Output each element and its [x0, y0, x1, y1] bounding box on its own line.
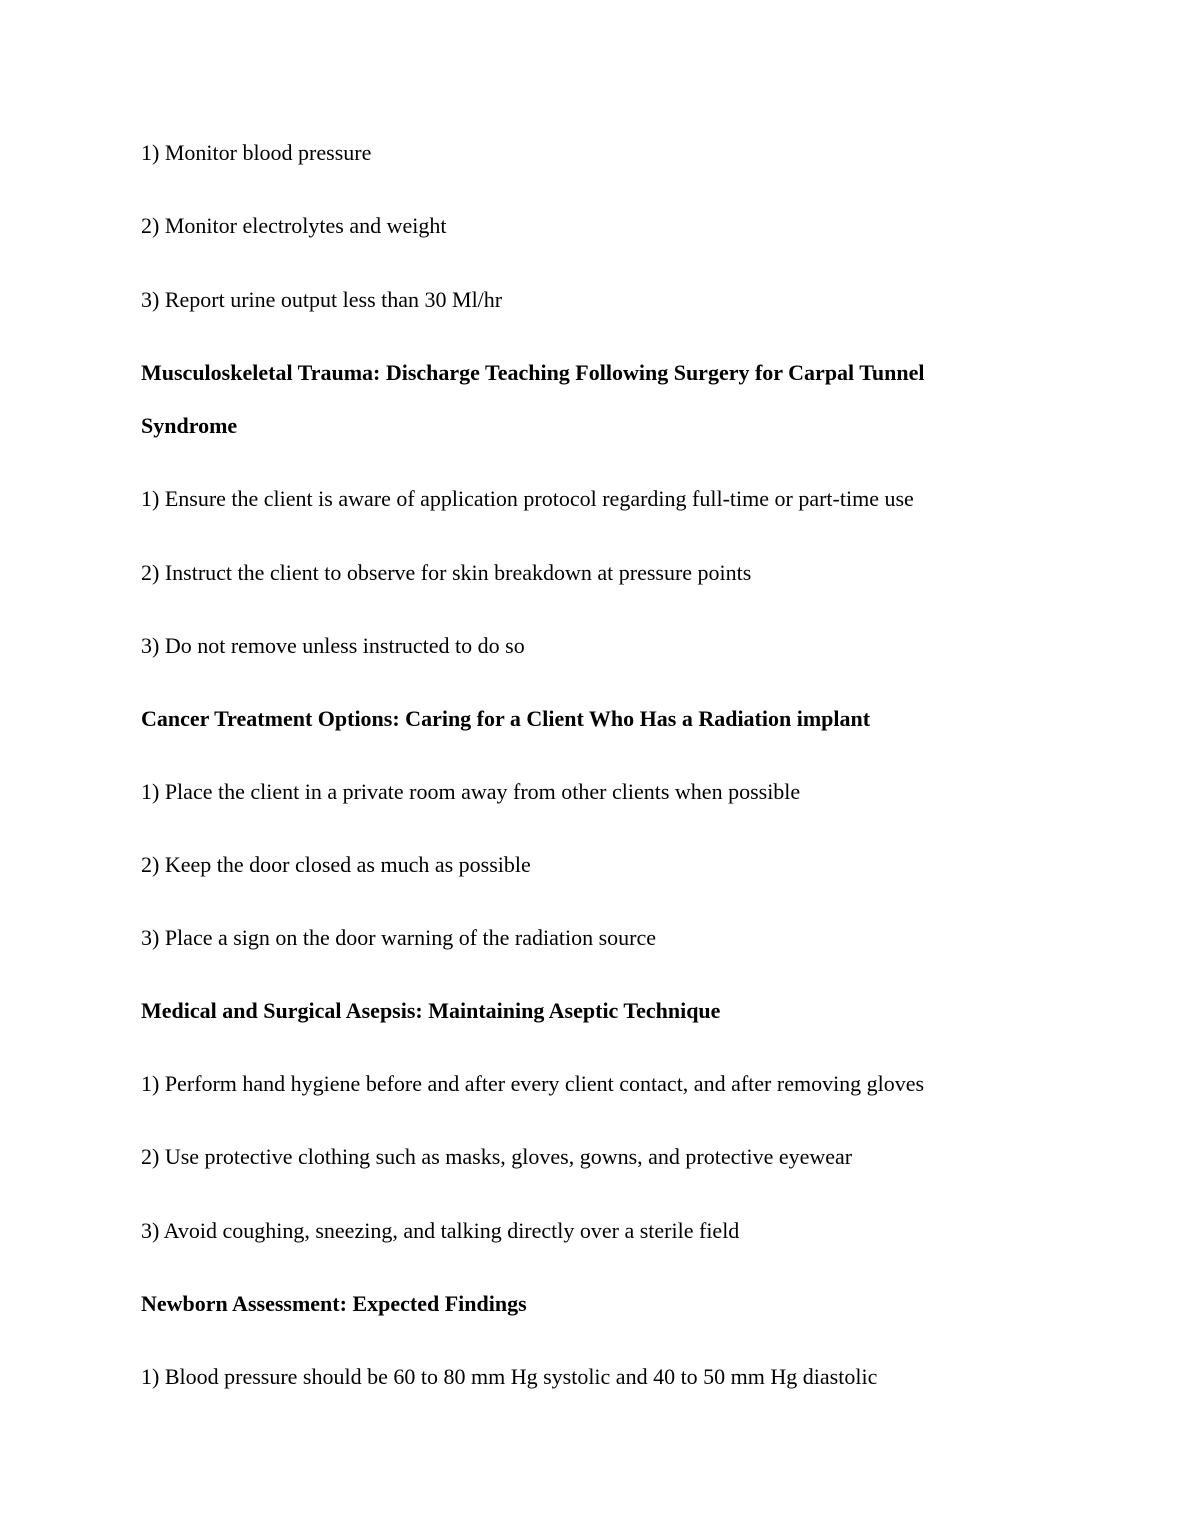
- list-item: 3) Avoid coughing, sneezing, and talking directly over a sterile field: [141, 1218, 740, 1243]
- list-item: 1) Place the client in a private room away from other clients when possible: [141, 779, 801, 804]
- list-item: 1) Monitor blood pressure: [141, 140, 372, 165]
- list-item: 2) Instruct the client to observe for skin breakdown at pressure points: [141, 560, 752, 585]
- list-item: 1) Blood pressure should be 60 to 80 mm Hg systolic and 40 to 50 mm Hg diastolic: [141, 1364, 878, 1389]
- section-heading: Medical and Surgical Asepsis: Maintaining Aseptic Technique: [141, 998, 721, 1023]
- list-item: 2) Use protective clothing such as masks, gloves, gowns, and protective eyewear: [141, 1144, 853, 1169]
- list-item: 1) Ensure the client is aware of application protocol regarding full-time or part-time use: [141, 486, 914, 511]
- list-item: 3) Do not remove unless instructed to do so: [141, 633, 525, 658]
- list-item: 3) Report urine output less than 30 Ml/hr: [141, 287, 503, 312]
- section-heading: Cancer Treatment Options: Caring for a Client Who Has a Radiation implant: [141, 706, 871, 731]
- list-item: 1) Perform hand hygiene before and after every client contact, and after removing gloves: [141, 1071, 925, 1096]
- list-item: 3) Place a sign on the door warning of the radiation source: [141, 925, 657, 950]
- section-heading: Musculoskeletal Trauma: Discharge Teaching Following Surgery for Carpal Tunnel: [141, 360, 925, 385]
- section-heading-continued: Syndrome: [141, 413, 238, 438]
- list-item: 2) Keep the door closed as much as possible: [141, 852, 531, 877]
- section-heading: Newborn Assessment: Expected Findings: [141, 1291, 527, 1316]
- list-item: 2) Monitor electrolytes and weight: [141, 213, 447, 238]
